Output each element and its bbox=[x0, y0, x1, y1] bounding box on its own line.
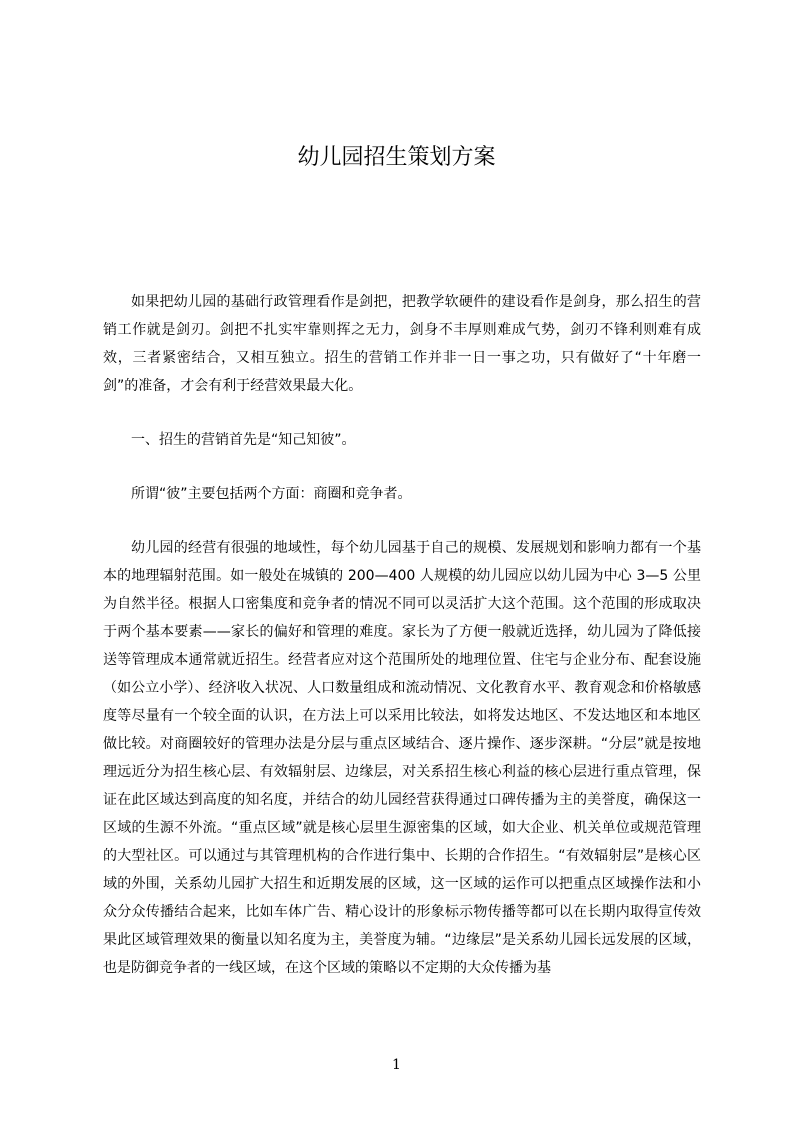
page-number: 1 bbox=[392, 1057, 401, 1073]
paragraph-gap bbox=[103, 508, 701, 534]
paragraph-gap bbox=[103, 454, 701, 480]
paragraph-gap bbox=[103, 400, 701, 426]
section-heading: 一、招生的营销首先是“知己知彼”。 bbox=[131, 432, 356, 448]
paragraph-definition: 所谓“彼”主要包括两个方面：商圈和竞争者。 bbox=[131, 486, 412, 502]
paragraph-trade-area: 幼儿园的经营有很强的地域性，每个幼儿园基于自己的规模、发展规划和影响力都有一个基本的地理辐射范围。如一般处在城镇的 200—400 人规模的幼儿园应以幼儿园为中心 3—5 公里为自然半径。根据人口密集度和竞争者的情况不同可以灵活扩大这个范围。这个范围的形成取决于两个基本要素——家长的偏好和管理的难度。家长为了方便一般就近选择，幼儿园为了降低接送等管理成本通常就近招生。经营者应对这个范围所处的地理位置、住宅与企业分布、配套设施（如公立小学）、经济收入状况、人口数量组成和流动情况、文化教育水平、教育观念和价格敏感度等尽量有一个较全面的认识，在方法上可以采用比较法，如将发达地区、不发达地区和本地区做比较。对商圈较好的管理办法是分层与重点区域结合、逐片操作、逐步深耕。“分层”就是按地理远近分为招生核心层、有效辐射层、边缘层，对关系招生核心利益的核心层进行重点管理，保证在此区域达到高度的知名度，并结合的幼儿园经营获得通过口碑传播为主的美誉度，确保这一区域的生源不外流。“重点区域”就是核心层里生源密集的区域，如大企业、机关单位或规范管理的大型社区。可以通过与其管理机构的合作进行集中、长期的合作招生。“有效辐射层”是核心区域的外围，关系幼儿园扩大招生和近期发展的区域，这一区域的运作可以把重点区域操作法和小众分众传播结合起来，比如车体广告、精心设计的形象标示物传播等都可以在长期内取得宣传效果此区域管理效果的衡量以知名度为主，美誉度为辅。“边缘层”是关系幼儿园长远发展的区域，也是防御竞争者的一线区域，在这个区域的策略以不定期的大众传播为基 bbox=[103, 540, 701, 976]
document-body bbox=[103, 288, 701, 982]
paragraph-intro: 如果把幼儿园的基础行政管理看作是剑把，把教学软硬件的建设看作是剑身，那么招生的营销工作就是剑刃。剑把不扎实牢靠则挥之无力，剑身不丰厚则难成气势，剑刃不锋利则难有成效，三者紧密结合，又相互独立。招生的营销工作并非一日一事之功，只有做好了“十年磨一剑”的准备，才会有利于经营效果最大化。 bbox=[103, 294, 701, 394]
page-title: 幼儿园招生策划方案 bbox=[297, 145, 496, 170]
